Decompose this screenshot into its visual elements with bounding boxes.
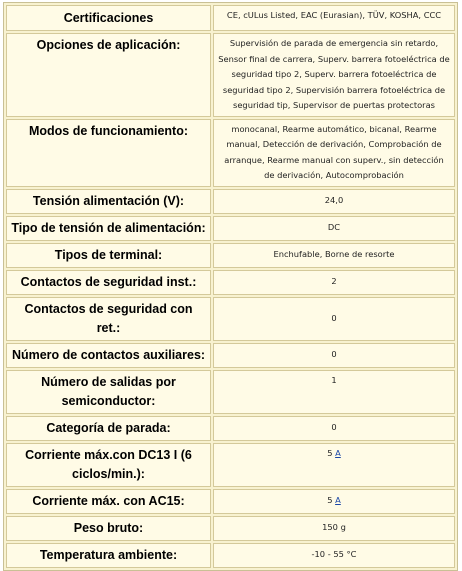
max-current-ac15-label: Corriente máx. con AC15: — [32, 493, 185, 508]
spec-label — [6, 119, 211, 187]
auxiliary-contacts-value: 0 — [331, 349, 337, 360]
stop-category-label: Categoría de parada: — [46, 420, 171, 435]
max-current-ac15-unit-link[interactable]: A — [335, 495, 341, 506]
table-row — [6, 297, 455, 341]
table-row — [6, 543, 455, 568]
semiconductor-outputs-label: Número de salidas por semiconductor: — [41, 374, 176, 408]
table-row — [6, 516, 455, 541]
table-row — [6, 243, 455, 268]
table-row — [6, 119, 455, 187]
spec-value — [213, 119, 455, 187]
table-row — [6, 216, 455, 241]
supply-voltage-value: 24,0 — [324, 195, 344, 206]
spec-label — [6, 270, 211, 295]
table-row — [6, 370, 455, 414]
table-row — [6, 443, 455, 487]
spec-label — [6, 33, 211, 117]
spec-value — [213, 243, 455, 268]
spec-label — [6, 543, 211, 568]
spec-label — [6, 5, 211, 31]
table-row — [6, 343, 455, 368]
ambient-temperature-value: -10 - 55 °C — [311, 549, 357, 560]
spec-label — [6, 216, 211, 241]
specifications-table — [3, 2, 458, 571]
operating-modes-label: Modos de funcionamiento: — [28, 123, 189, 138]
instant-safety-contacts-label: Contactos de seguridad inst.: — [20, 274, 197, 289]
semiconductor-outputs-value: 1 — [331, 374, 337, 385]
spec-value — [213, 297, 455, 341]
stop-category-value: 0 — [331, 422, 337, 433]
supply-voltage-type-label: Tipo de tensión de alimentación: — [11, 220, 206, 235]
spec-value — [213, 189, 455, 214]
max-current-ac15-value: 5 — [327, 495, 333, 506]
terminal-types-label: Tipos de terminal: — [54, 247, 163, 262]
max-current-dc13-label: Corriente máx.con DC13 I (6 ciclos/min.): — [25, 447, 192, 481]
spec-value — [213, 543, 455, 568]
application-options-value: Supervisión de parada de emergencia sin retardo, Sensor final de carrera, Superv. barrera fotoeléctrica de seguridad tipo 2, Superv. barrera fotoeléctrica de seguridad tipo 2, Supervisión barrera fotoeléctrica de seguridad tip, Supervisor de puertas protectoras — [218, 38, 450, 110]
ambient-temperature-label: Temperatura ambiente: — [39, 547, 178, 562]
table-row — [6, 489, 455, 514]
spec-label — [6, 489, 211, 514]
spec-value — [213, 216, 455, 241]
table-row — [6, 270, 455, 295]
spec-label — [6, 443, 211, 487]
spec-value — [213, 489, 455, 514]
spec-label — [6, 516, 211, 541]
application-options-label: Opciones de aplicación: — [36, 38, 181, 52]
terminal-types-value: Enchufable, Borne de resorte — [273, 249, 395, 260]
spec-value — [213, 33, 455, 117]
delayed-safety-contacts-value: 0 — [331, 312, 337, 323]
table-row — [6, 416, 455, 441]
certifications-label: Certificaciones — [63, 10, 154, 25]
spec-label — [6, 343, 211, 368]
spec-value — [213, 416, 455, 441]
gross-weight-value: 150 g — [322, 522, 346, 533]
auxiliary-contacts-label: Número de contactos auxiliares: — [11, 347, 206, 362]
max-current-dc13-value: 5 — [327, 447, 333, 458]
table-row — [6, 5, 455, 31]
supply-voltage-type-value: DC — [327, 222, 341, 233]
instant-safety-contacts-value: 2 — [331, 276, 337, 287]
spec-label — [6, 243, 211, 268]
spec-label — [6, 297, 211, 341]
gross-weight-label: Peso bruto: — [73, 520, 144, 535]
spec-label — [6, 370, 211, 414]
certifications-value: CE, cULus Listed, EAC (Eurasian), TÜV, KOSHA, CCC — [226, 10, 442, 20]
operating-modes-value: monocanal, Rearme automático, bicanal, Rearme manual, Detección de derivación, Comprobación de arranque, Rearme manual con superv., sin detección de derivación, Autocomprobación — [224, 123, 444, 180]
spec-value — [213, 443, 455, 487]
table-row — [6, 189, 455, 214]
max-current-dc13-unit-link[interactable]: A — [335, 447, 341, 458]
spec-value — [213, 270, 455, 295]
spec-value — [213, 370, 455, 414]
spec-value — [213, 5, 455, 31]
spec-value — [213, 343, 455, 368]
table-row — [6, 33, 455, 117]
supply-voltage-label: Tensión alimentación (V): — [32, 193, 185, 208]
spec-label — [6, 416, 211, 441]
spec-value — [213, 516, 455, 541]
delayed-safety-contacts-label: Contactos de seguridad con ret.: — [24, 301, 193, 335]
spec-label — [6, 189, 211, 214]
